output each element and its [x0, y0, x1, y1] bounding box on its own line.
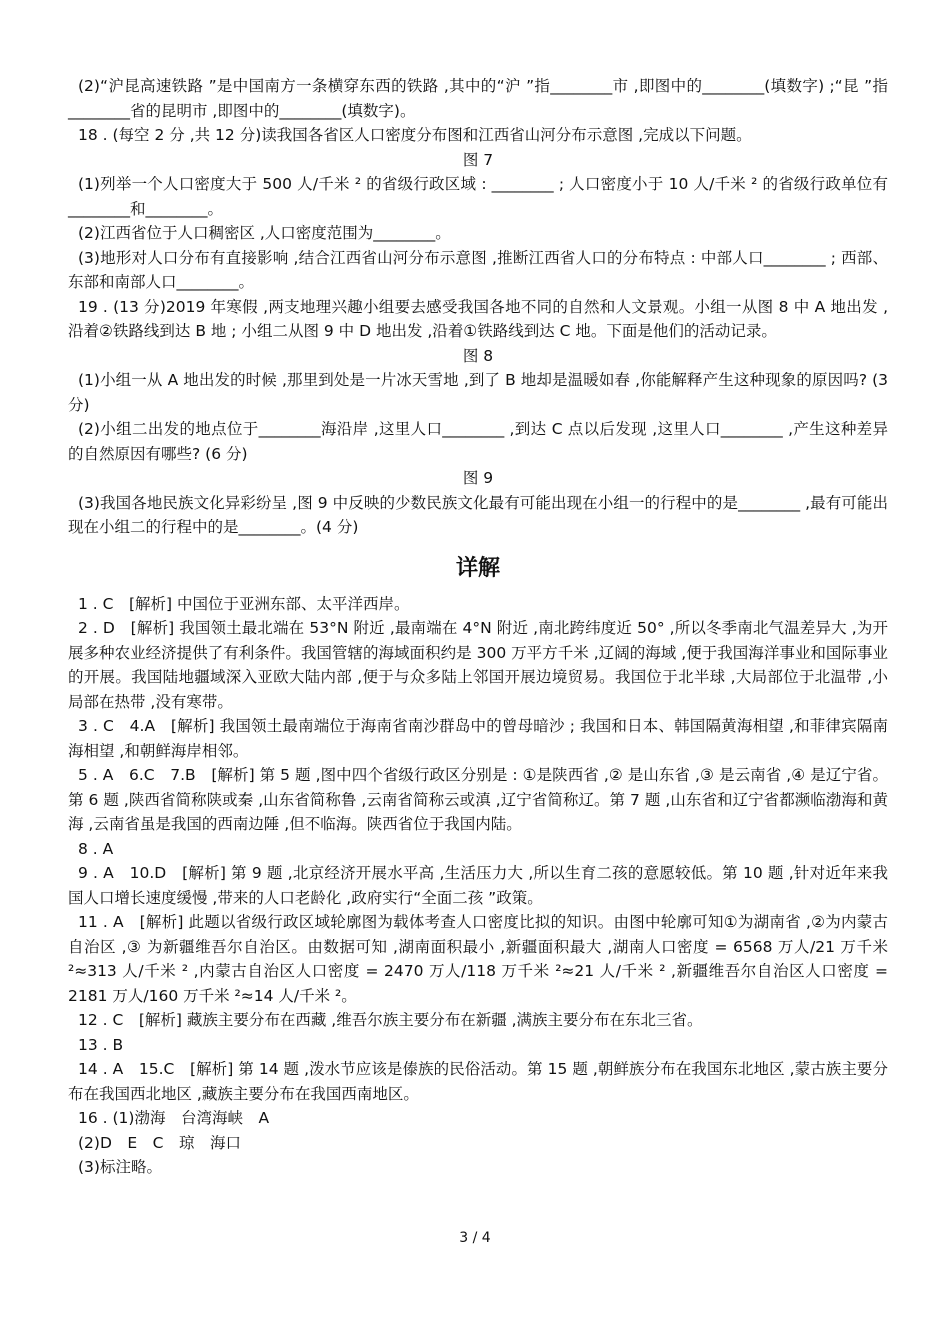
answer-11: 11 . A [解析] 此题以省级行政区域轮廓图为载体考查人口密度比拟的知识。由图中轮廓可知①为湖南省 ,②为内蒙古自治区 ,③ 为新疆维吾尔自治区。由数据可知 ,湖南面积最小 ,新疆面积最大 ,湖南人口密度 = 6568 万人/21 万千米 ²≈313 人/千米 ² ,内蒙古自治区人口密度 = 2470 万人/118 万千米 ²≈21 人/千米 ² ,新疆维吾尔自治区人口密度 = 2181 万人/160 万千米 ²≈14 人/千米 ²。: [68, 913, 888, 1005]
q19-stem: 19 . (13 分)2019 年寒假 ,两支地理兴趣小组要去感受我国各地不同的自然和人文景观。小组一从图 8 中 A 地出发 ,沿着②铁路线到达 B 地 ; 小组二从图 9 中 D 地出发 ,沿着①铁路线到达 C 地。下面是他们的活动记录。: [68, 297, 888, 340]
answer-1: 1 . C [解析] 中国位于亚洲东部、太平洋西岸。: [78, 594, 410, 613]
answer-16-part3: (3)标注略。: [78, 1158, 162, 1176]
answer-13: 13 . B: [78, 1035, 124, 1054]
figure-8-caption: 图 8: [462, 346, 494, 365]
q19-part2: (2)小组二出发的地点位于________海沿岸 ,这里人口________ ,到达 C 点以后发现 ,这里人口________ ,产生这种差异的自然原因有哪些? (6 分): [68, 420, 888, 463]
answer-9-10: 9 . A 10.D [解析] 第 9 题 ,北京经济开展水平高 ,生活压力大 ,所以生育二孩的意愿较低。第 10 题 ,针对近年来我国人口增长速度缓慢 ,带来的人口老龄化 ,政府实行“全面二孩 ”政策。: [68, 864, 888, 907]
q18-part3: (3)地形对人口分布有直接影响 ,结合江西省山河分布示意图 ,推断江西省人口的分布特点 : 中部人口________ ; 西部、东部和南部人口________。: [68, 248, 888, 291]
answer-12: 12 . C [解析] 藏族主要分布在西藏 ,维吾尔族主要分布在新疆 ,满族主要分布在东北三省。: [78, 1011, 703, 1029]
answer-14-15: 14 . A 15.C [解析] 第 14 题 ,泼水节应该是傣族的民俗活动。第 15 题 ,朝鲜族分布在我国东北地区 ,蒙古族主要分布在我国西北地区 ,藏族主要分布在我国西南地区。: [68, 1060, 888, 1103]
page-number: 3 / 4: [459, 1230, 491, 1246]
q17-part2: (2)“沪昆高速铁路 ”是中国南方一条横穿东西的铁路 ,其中的“沪 ”指________市 ,即图中的________(填数字) ;“昆 ”指________省的昆明市 ,即图中的________(填数字)。: [68, 77, 888, 120]
answer-16-part1: 16 . (1)渤海 台湾海峡 A: [78, 1109, 270, 1127]
q18-part2: (2)江西省位于人口稠密区 ,人口密度范围为________。: [78, 224, 451, 242]
figure-9-caption: 图 9: [462, 469, 494, 487]
q18-stem: 18 . (每空 2 分 ,共 12 分)读我国各省区人口密度分布图和江西省山河分布示意图 ,完成以下问题。: [78, 126, 752, 144]
answer-2: 2 . D [解析] 我国领土最北端在 53°N 附近 ,最南端在 4°N 附近 ,南北跨纬度近 50° ,所以冬季南北气温差异大 ,为开展多种农业经济提供了有利条件。我国管辖的海域面积约是 300 万平方千米 ,辽阔的海域 ,便于我国海洋事业和国际事业的开展。我国陆地疆域深入亚欧大陆内部 ,便于与众多陆上邻国开展边境贸易。我国位于北半球 ,大局部位于北温带 ,小局部在热带 ,没有寒带。: [68, 619, 888, 711]
page-content: [68, 74, 888, 1180]
answer-16-part2: (2)D E C 琼 海口: [78, 1133, 242, 1152]
figure-7-caption: 图 7: [462, 150, 494, 169]
answer-3-4: 3 . C 4.A [解析] 我国领土最南端位于海南省南沙群岛中的曾母暗沙 ; 我国和日本、韩国隔黄海相望 ,和菲律宾隔南海相望 ,和朝鲜海岸相邻。: [68, 717, 888, 760]
answer-5-7: 5 . A 6.C 7.B [解析] 第 5 题 ,图中四个省级行政区分别是 : ①是陕西省 ,② 是山东省 ,③ 是云南省 ,④ 是辽宁省。第 6 题 ,陕西省简称陕或秦 ,山东省简称鲁 ,云南省简称云或滇 ,辽宁省简称辽。第 7 题 ,山东省和辽宁省都濒临渤海和黄海 ,云南省虽是我国的西南边陲 ,但不临海。陕西省位于我国内陆。: [68, 766, 888, 833]
answers-heading: 详解: [455, 555, 500, 581]
q18-part1: (1)列举一个人口密度大于 500 人/千米 ² 的省级行政区域 : ________ ; 人口密度小于 10 人/千米 ² 的省级行政单位有________和________。: [68, 175, 888, 218]
q19-part1: (1)小组一从 A 地出发的时候 ,那里到处是一片冰天雪地 ,到了 B 地却是温暖如春 ,你能解释产生这种现象的原因吗? (3 分): [68, 371, 888, 414]
answer-8: 8 . A: [78, 839, 114, 858]
q19-part3: (3)我国各地民族文化异彩纷呈 ,图 9 中反映的少数民族文化最有可能出现在小组一的行程中的是________ ,最有可能出现在小组二的行程中的是________。(4 分): [68, 493, 888, 536]
